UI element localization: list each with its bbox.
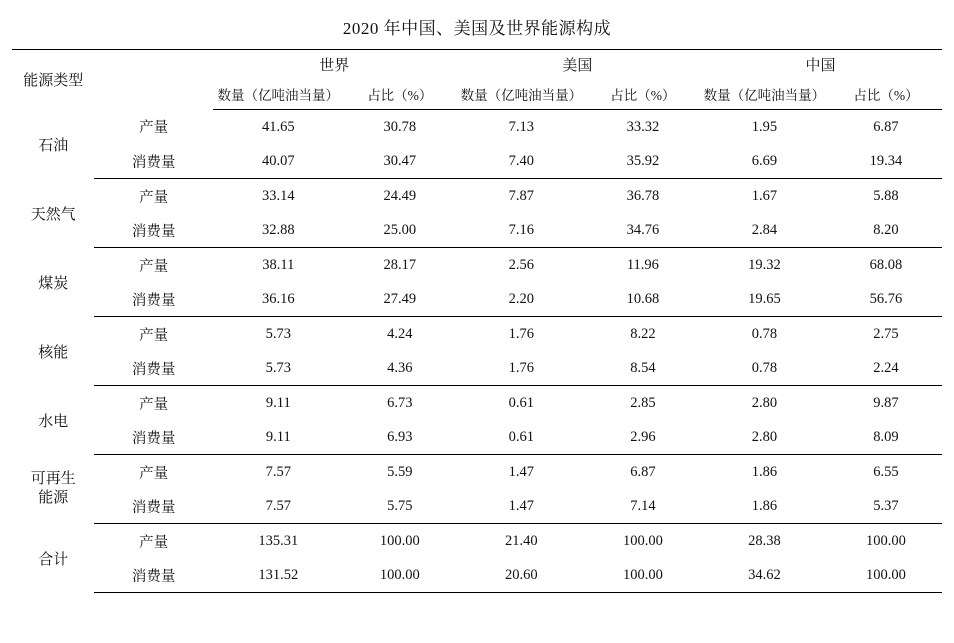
table-row: [12, 282, 942, 317]
row-category-renewable-line1: 可再生: [30, 471, 76, 488]
row-flow-consumption: 消费量: [94, 144, 212, 179]
row-flow-production: 产量: [139, 120, 169, 137]
cell-china-amount: 2.80: [751, 394, 778, 411]
cell-china-amount: 6.69: [699, 144, 830, 179]
cell-us-amount: 0.61: [456, 420, 587, 455]
cell-world-amount: 32.88: [213, 213, 344, 248]
table-row: [12, 558, 942, 593]
cell-world-amount: 36.16: [213, 282, 344, 317]
header-energy-type: 能源类型: [12, 50, 94, 110]
cell-china-amount: 2.80: [699, 420, 830, 455]
table-row: [12, 248, 942, 283]
row-category-hydro: 水电: [38, 413, 69, 430]
cell-us-share: 34.76: [587, 213, 699, 248]
cell-china-amount: 0.78: [751, 325, 778, 342]
cell-china-amount: 28.38: [748, 532, 781, 549]
table-row: [12, 317, 942, 352]
row-category-natural-gas: 天然气: [30, 206, 76, 223]
cell-us-amount: 1.47: [508, 463, 535, 480]
cell-world-amount: 131.52: [213, 558, 344, 593]
row-category-renewable: [12, 455, 94, 524]
cell-china-share: 6.87: [873, 118, 899, 135]
cell-china-share: 9.87: [873, 394, 899, 411]
cell-us-amount: 21.40: [505, 532, 538, 549]
header-china-amount: 数量（亿吨油当量）: [699, 79, 830, 110]
cell-world-share: 6.93: [344, 420, 456, 455]
cell-world-amount: 5.73: [213, 351, 344, 386]
cell-china-share: 100.00: [830, 558, 942, 593]
cell-us-amount: 2.20: [456, 282, 587, 317]
table-row: [12, 455, 942, 490]
row-flow-consumption: 消费量: [94, 489, 212, 524]
row-flow-consumption: 消费量: [94, 282, 212, 317]
cell-china-amount: 34.62: [699, 558, 830, 593]
cell-us-share: 6.87: [630, 463, 656, 480]
cell-us-share: 10.68: [587, 282, 699, 317]
cell-world-share: 30.47: [344, 144, 456, 179]
cell-us-share: 100.00: [587, 558, 699, 593]
cell-world-amount: 41.65: [261, 118, 295, 135]
cell-china-amount: 0.78: [699, 351, 830, 386]
cell-china-share: 2.75: [873, 325, 899, 342]
row-flow-consumption: 消费量: [94, 558, 212, 593]
row-flow-production: 产量: [139, 465, 169, 482]
cell-china-share: 5.37: [830, 489, 942, 524]
cell-us-share: 35.92: [587, 144, 699, 179]
cell-china-amount: 1.95: [751, 118, 778, 135]
table-row: [12, 144, 942, 179]
cell-us-amount: 1.76: [508, 325, 535, 342]
table-row: [12, 386, 942, 421]
cell-world-amount: 7.57: [265, 463, 291, 480]
row-category-renewable-line2: 能源: [38, 490, 69, 506]
cell-us-share: 8.54: [587, 351, 699, 386]
cell-china-share: 8.20: [830, 213, 942, 248]
cell-china-amount: 1.67: [751, 187, 778, 204]
header-region-us: 美国: [456, 50, 699, 80]
row-category-oil: 石油: [38, 137, 69, 154]
table-row: [12, 213, 942, 248]
cell-world-share: 24.49: [383, 187, 417, 204]
cell-us-amount: 1.47: [456, 489, 587, 524]
cell-china-amount: 1.86: [751, 463, 778, 480]
cell-china-amount: 2.84: [699, 213, 830, 248]
cell-world-share: 28.17: [383, 256, 417, 273]
row-flow-production: 产量: [139, 327, 169, 344]
cell-china-amount: 1.86: [699, 489, 830, 524]
header-world-share: 占比（%）: [344, 79, 456, 110]
energy-composition-table: [12, 49, 942, 593]
cell-us-share: 100.00: [622, 532, 663, 549]
row-flow-consumption: 消费量: [94, 420, 212, 455]
cell-world-share: 5.75: [344, 489, 456, 524]
cell-world-share: 4.24: [387, 325, 413, 342]
row-category-total: 合计: [38, 551, 69, 568]
row-flow-production: 产量: [139, 396, 169, 413]
header-region-world: 世界: [213, 50, 456, 80]
cell-us-share: 11.96: [626, 256, 659, 273]
row-flow-consumption: 消费量: [94, 351, 212, 386]
cell-china-share: 56.76: [830, 282, 942, 317]
cell-china-share: 19.34: [830, 144, 942, 179]
page-title: 2020 年中国、美国及世界能源构成: [342, 19, 612, 38]
cell-world-amount: 135.31: [258, 532, 299, 549]
row-flow-production: 产量: [139, 258, 169, 275]
cell-us-amount: 7.40: [456, 144, 587, 179]
cell-china-share: 2.24: [830, 351, 942, 386]
row-category-coal: 煤炭: [38, 275, 69, 292]
cell-china-amount: 19.32: [748, 256, 781, 273]
cell-world-amount: 9.11: [265, 394, 291, 411]
cell-world-amount: 9.11: [213, 420, 344, 455]
cell-us-amount: 1.76: [456, 351, 587, 386]
cell-world-share: 5.59: [387, 463, 413, 480]
cell-world-share: 100.00: [379, 532, 420, 549]
table-header-row-regions: [12, 50, 942, 80]
cell-us-amount: 7.13: [508, 118, 535, 135]
cell-us-share: 7.14: [587, 489, 699, 524]
cell-china-share: 5.88: [873, 187, 899, 204]
table-row: [12, 110, 942, 145]
cell-world-share: 27.49: [344, 282, 456, 317]
row-flow-consumption: 消费量: [94, 213, 212, 248]
cell-us-amount: 2.56: [508, 256, 535, 273]
cell-china-share: 68.08: [869, 256, 903, 273]
table-row: [12, 179, 942, 214]
row-category-nuclear: 核能: [38, 344, 69, 361]
table-row: [12, 420, 942, 455]
cell-world-amount: 40.07: [213, 144, 344, 179]
table-row: [12, 524, 942, 559]
cell-us-share: 8.22: [630, 325, 656, 342]
row-flow-production: 产量: [139, 534, 169, 551]
cell-us-share: 2.96: [587, 420, 699, 455]
cell-china-amount: 19.65: [699, 282, 830, 317]
cell-world-amount: 5.73: [265, 325, 291, 342]
header-flow-blank: [94, 50, 212, 110]
cell-world-amount: 38.11: [262, 256, 295, 273]
cell-china-share: 6.55: [873, 463, 899, 480]
cell-us-share: 33.32: [626, 118, 660, 135]
cell-us-share: 36.78: [626, 187, 660, 204]
header-region-china: 中国: [699, 50, 942, 80]
cell-us-amount: 0.61: [508, 394, 535, 411]
cell-us-amount: 20.60: [456, 558, 587, 593]
header-us-share: 占比（%）: [587, 79, 699, 110]
table-row: [12, 351, 942, 386]
header-china-share: 占比（%）: [830, 79, 942, 110]
cell-china-share: 8.09: [830, 420, 942, 455]
cell-world-share: 25.00: [344, 213, 456, 248]
cell-world-share: 100.00: [344, 558, 456, 593]
cell-world-amount: 7.57: [213, 489, 344, 524]
header-us-amount: 数量（亿吨油当量）: [456, 79, 587, 110]
row-flow-production: 产量: [139, 189, 169, 206]
cell-us-amount: 7.16: [456, 213, 587, 248]
header-world-amount: 数量（亿吨油当量）: [213, 79, 344, 110]
cell-world-amount: 33.14: [261, 187, 295, 204]
cell-us-share: 2.85: [630, 394, 656, 411]
cell-world-share: 6.73: [387, 394, 413, 411]
cell-world-share: 30.78: [383, 118, 417, 135]
table-row: [12, 489, 942, 524]
cell-china-share: 100.00: [866, 532, 906, 549]
cell-us-amount: 7.87: [508, 187, 535, 204]
cell-world-share: 4.36: [344, 351, 456, 386]
